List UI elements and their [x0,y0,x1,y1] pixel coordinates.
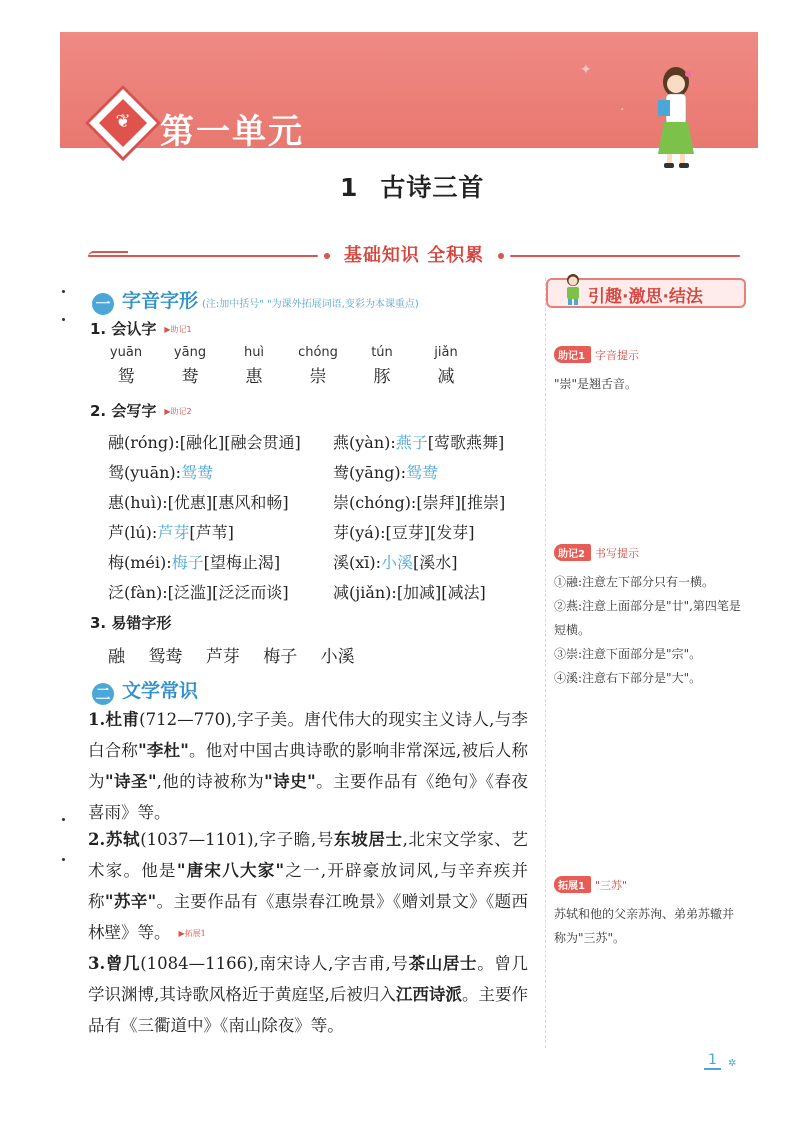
write-item: 溪(xī):小溪[溪水] [333,553,458,572]
write-item: 芦(lú):芦芽[芦苇] [108,523,234,542]
sidebar-banner [546,278,746,308]
memo-tag: ▶助记2 [164,407,192,416]
easy-wrong-word: 小溪 [320,647,355,667]
write-item: 惠(huì):[优惠][惠风和畅] [108,493,289,512]
recognize-item: chóng 崇 [298,345,338,387]
margin-dot [62,858,65,861]
section-note: (注:加中括号" "为课外拓展词语,变彩为本课重点) [202,299,419,310]
write-item: 减(jiǎn):[加减][减法] [333,583,486,602]
section-heading-literature [92,676,198,703]
section-title: 字音字形 [122,290,199,312]
margin-dot [62,318,65,321]
tip-heading: 助记1 字音提示 [554,346,639,363]
section-number-icon: 一 [92,293,114,315]
unit-title: 第一单元 [160,112,304,152]
leaf-icon: ❦ [115,111,131,132]
tip-badge: 助记1 [554,346,591,363]
student-icon [562,272,584,306]
tip-text: ①融:注意左下部分只有一横。 ②燕:注意上面部分是"廿",第四笔是短横。 ③崇:注意下面部分是"宗"。 ④溪:注意右下部分是"大"。 [554,575,741,685]
recognize-item: yuān 鸳 [109,345,143,387]
tip-text: "崇"是翘舌音。 [554,377,638,391]
star-icon: ✲ [728,1058,737,1069]
tip-text: 苏轼和他的父亲苏洵、弟弟苏辙并称为"三苏"。 [554,907,735,945]
recognize-item: huì 惠 [243,345,265,387]
girl-illustration [648,64,704,170]
sparkle-icon: · [620,102,625,118]
easy-wrong-word: 融 [108,647,125,667]
easy-wrong-list [108,642,373,667]
extend-tag: ▶拓展1 [178,929,206,938]
write-item: 泛(fàn):[泛滥][泛泛而谈] [108,583,289,602]
recognize-item: yāng 鸯 [173,345,207,387]
section-divider [88,245,740,265]
lesson-name: 古诗三首 [380,173,485,202]
write-item: 鸯(yāng):鸳鸯 [333,463,439,482]
lesson-title [340,168,484,204]
lesson-number: 1 [340,173,359,202]
recognize-item: tún 豚 [371,345,393,387]
memo-tag: ▶助记1 [164,325,192,334]
section-heading-pronunciation [92,286,419,313]
column-separator [545,278,546,1048]
section-number-icon: 二 [92,683,114,705]
write-heading: 2. 会写字 ▶助记2 [90,402,192,420]
tip-heading: 助记2 书写提示 [554,544,639,561]
sidebar-banner-text: 引趣·激思·结法 [588,287,703,307]
divider-label: 基础知识 全积累 [343,245,485,266]
write-item: 芽(yá):[豆芽][发芽] [333,523,475,542]
tip-heading: 拓展1 "三苏" [554,876,627,893]
margin-dot [62,818,65,821]
section-title: 文学常识 [122,680,199,702]
sparkle-icon: ✦ [580,62,592,78]
recognize-item: jiǎn 减 [434,345,458,387]
margin-dot [62,290,65,293]
lit-item-du-fu: 1.杜甫(712—770),字子美。唐代伟大的现实主义诗人,与李白合称"李杜"。他对中国古典诗歌的影响非常深远,被后人称为"诗圣",他的诗被称为"诗史"。主要作品有《绝句》《春夜喜雨》等。 [88,710,528,822]
page-number: 1 [708,1052,717,1068]
tip-badge: 拓展1 [554,876,591,893]
write-item: 梅(méi):梅子[望梅止渴] [108,553,281,572]
lit-item-zeng-ji: 3.曾几(1084—1166),南宋诗人,字吉甫,号茶山居士。曾几学识渊博,其诗歌风格近于黄庭坚,后被归入江西诗派。主要作品有《三衢道中》《南山除夜》等。 [88,954,529,1035]
easy-wrong-word: 鸳鸯 [148,647,183,667]
write-item: 燕(yàn):燕子[莺歌燕舞] [333,433,505,452]
recognize-heading: 1. 会认字 ▶助记1 [90,320,192,338]
write-item: 鸳(yuān):鸳鸯 [108,463,214,482]
write-item: 融(róng):[融化][融会贯通] [108,433,301,452]
tip-badge: 助记2 [554,544,591,561]
easy-wrong-word: 芦芽 [205,647,240,667]
easy-wrong-word: 梅子 [263,647,298,667]
easy-wrong-heading: 3. 易错字形 [90,614,172,632]
write-item: 崇(chóng):[崇拜][推崇] [333,493,506,512]
lit-item-su-shi: 2.苏轼(1037—1101),字子瞻,号东坡居士,北宋文学家、艺术家。他是"唐宋八大家"之一,开辟豪放词风,与辛弃疾并称"苏辛"。主要作品有《惠崇春江晚景》《赠刘景文》《题西林壁》等。 ▶拓展1 [88,824,528,949]
